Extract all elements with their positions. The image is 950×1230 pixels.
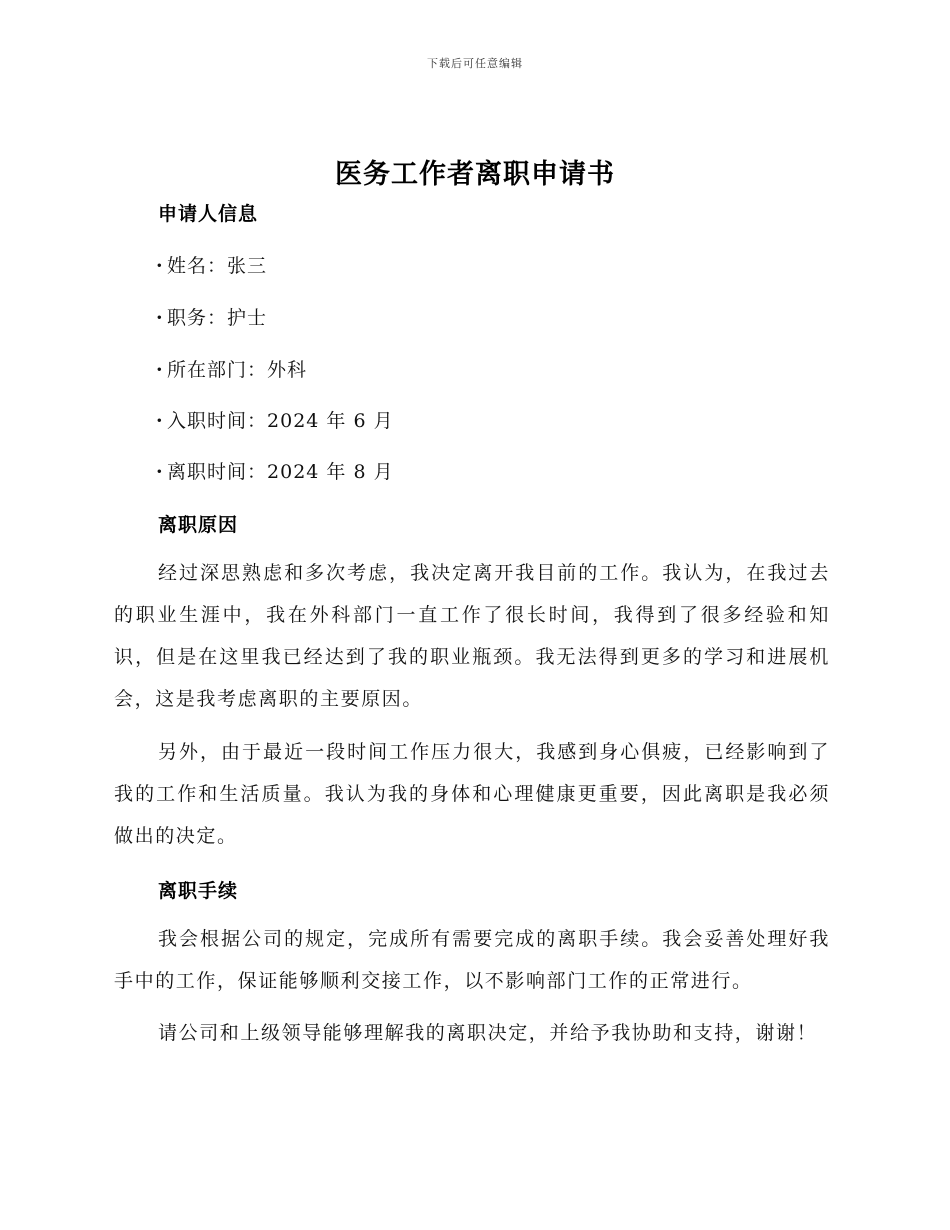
- document-title: 医务工作者离职申请书: [335, 159, 615, 190]
- info-label: 所在部门：: [167, 359, 268, 381]
- bullet-icon: ·: [156, 410, 164, 432]
- info-value: 2024 年 6 月: [267, 410, 394, 432]
- procedure-paragraph-1: 我会根据公司的规定，完成所有需要完成的离职手续。我会妥善处理好我手中的工作，保证能够顺利交接工作，以不影响部门工作的正常进行。: [114, 928, 830, 992]
- header-note: 下载后可任意编辑: [427, 57, 523, 70]
- section-heading-procedure: 离职手续: [158, 880, 239, 902]
- bullet-icon: ·: [156, 461, 164, 483]
- info-item-leave-date: [156, 457, 394, 484]
- info-item-hire-date: [156, 406, 394, 433]
- bullet-icon: ·: [156, 255, 164, 277]
- info-label: 姓名：: [167, 255, 228, 277]
- info-item-department: [156, 355, 307, 382]
- info-value: 外科: [267, 359, 308, 381]
- section-heading-reason: 离职原因: [158, 514, 239, 536]
- reason-paragraph-2: 另外，由于最近一段时间工作压力很大，我感到身心俱疲，已经影响到了我的工作和生活质量。我认为我的身体和心理健康更重要，因此离职是我必须做出的决定。: [114, 741, 830, 847]
- procedure-paragraph-2: 请公司和上级领导能够理解我的离职决定，并给予我协助和支持，谢谢！: [158, 1022, 818, 1044]
- bullet-icon: ·: [156, 307, 164, 329]
- reason-paragraph-1: 经过深思熟虑和多次考虑，我决定离开我目前的工作。我认为，在我过去的职业生涯中，我在外科部门一直工作了很长时间，我得到了很多经验和知识，但是在这里我已经达到了我的职业瓶颈。我无法得到更多的学习和进展机会，这是我考虑离职的主要原因。: [114, 562, 830, 710]
- section-heading-applicant: 申请人信息: [158, 203, 259, 225]
- info-value: 张三: [227, 255, 268, 277]
- info-label: 入职时间：: [167, 410, 268, 432]
- info-item-name: [156, 251, 267, 278]
- info-item-position: [156, 303, 267, 330]
- info-label: 离职时间：: [167, 461, 268, 483]
- info-value: 护士: [227, 307, 268, 329]
- info-label: 职务：: [167, 307, 228, 329]
- info-value: 2024 年 8 月: [267, 461, 394, 483]
- bullet-icon: ·: [156, 359, 164, 381]
